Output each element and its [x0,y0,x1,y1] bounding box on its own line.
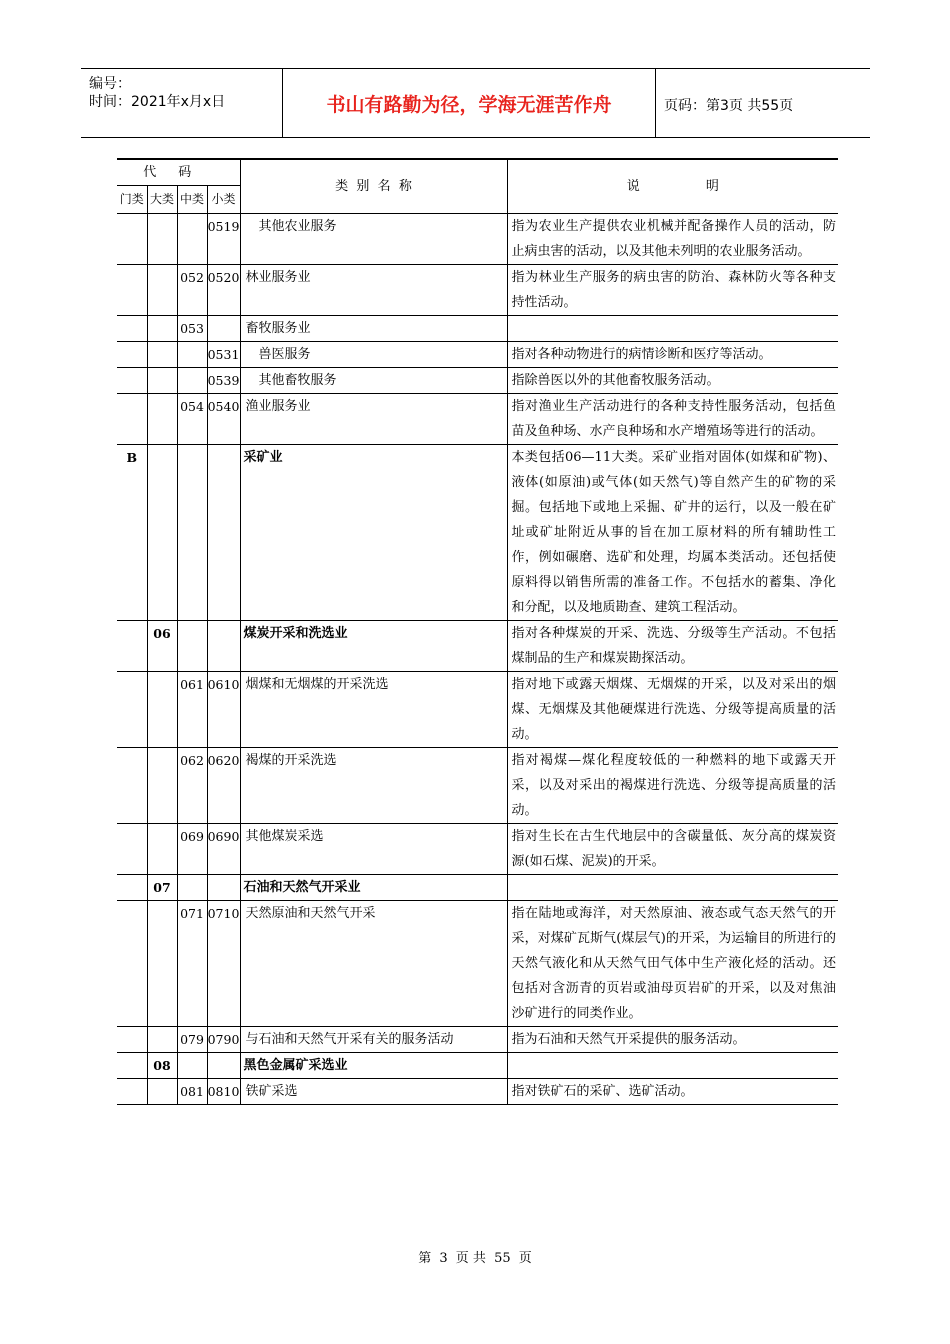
code-zhong [177,445,207,621]
code-zhong: 052 [177,265,207,316]
code-zhong: 054 [177,394,207,445]
code-da [147,672,177,748]
footer-mid: 页 共 [455,1251,486,1266]
code-xiao: 0531 [207,342,240,368]
code-men [117,316,147,342]
table-row [117,1079,838,1105]
category-name: 兽医服务 [240,342,507,368]
category-description: 指在陆地或海洋，对天然原油、液态或气态天然气的开采，对煤矿瓦斯气(煤层气)的开采，为运输目的所进行的天然气液化和从天然气田气体中生产液化烃的活动。还包括对含沥青的页岩或油母页岩矿的开采，以及对焦油沙矿进行的同类作业。 [507,901,838,1027]
code-men [117,875,147,901]
table-row [117,901,838,1027]
code-zhong [177,368,207,394]
code-men [117,1053,147,1079]
code-men [117,672,147,748]
table-row [117,316,838,342]
footer-post: 页 [518,1251,532,1266]
header-page-info: 页码：第3页 共55页 [664,98,794,114]
code-xiao: 0620 [207,748,240,824]
code-zhong: 053 [177,316,207,342]
category-name: 采矿业 [240,445,507,621]
table-row [117,875,838,901]
code-da [147,214,177,265]
sub-header-men: 门类 [117,186,147,214]
code-men [117,342,147,368]
table-row [117,1027,838,1053]
code-xiao: 0690 [207,824,240,875]
category-name: 铁矿采选 [240,1079,507,1105]
category-name: 其他煤炭采选 [240,824,507,875]
category-name: 石油和天然气开采业 [240,875,507,901]
code-da [147,824,177,875]
category-description: 指对渔业生产活动进行的各种支持性服务活动，包括鱼苗及鱼种场、水产良种场和水产增殖场等进行的活动。 [507,394,838,445]
number-label: 编号： [89,76,131,92]
table-row [117,672,838,748]
footer-total: 55 [494,1251,511,1266]
category-name: 渔业服务业 [240,394,507,445]
code-men [117,1027,147,1053]
sub-header-da: 大类 [147,186,177,214]
code-xiao: 0539 [207,368,240,394]
code-zhong: 062 [177,748,207,824]
code-xiao: 0610 [207,672,240,748]
code-xiao [207,445,240,621]
page-footer [0,1247,950,1266]
code-da [147,1027,177,1053]
category-description [507,1053,838,1079]
table-row [117,368,838,394]
code-xiao: 0710 [207,901,240,1027]
code-men [117,394,147,445]
table-row [117,265,838,316]
code-zhong [177,621,207,672]
code-zhong: 079 [177,1027,207,1053]
code-men [117,901,147,1027]
table-row [117,342,838,368]
time-label: 时间：2021年x月x日 [89,94,226,110]
category-description: 指为林业生产服务的病虫害的防治、森林防火等各种支持性活动。 [507,265,838,316]
table-row [117,214,838,265]
code-zhong: 061 [177,672,207,748]
category-description [507,316,838,342]
table-row [117,621,838,672]
category-description: 指为石油和天然气开采提供的服务活动。 [507,1027,838,1053]
table-row [117,748,838,824]
code-zhong: 071 [177,901,207,1027]
page-header [81,68,870,138]
name-header: 类 别 名 称 [240,159,507,214]
sub-header-zhong: 中类 [177,186,207,214]
code-xiao [207,621,240,672]
category-name: 煤炭开采和洗选业 [240,621,507,672]
code-da [147,445,177,621]
code-zhong [177,342,207,368]
category-description: 指对生长在古生代地层中的含碳量低、灰分高的煤炭资源(如石煤、泥炭)的开采。 [507,824,838,875]
table-row [117,824,838,875]
category-name: 与石油和天然气开采有关的服务活动 [240,1027,507,1053]
category-description [507,875,838,901]
code-da [147,1079,177,1105]
code-xiao: 0519 [207,214,240,265]
code-da [147,368,177,394]
desc-header: 说 明 [507,159,838,214]
code-xiao: 0810 [207,1079,240,1105]
footer-page: 3 [439,1251,448,1266]
table-row [117,445,838,621]
table-row [117,1053,838,1079]
category-description: 指为农业生产提供农业机械并配备操作人员的活动，防止病虫害的活动，以及其他未列明的农业服务活动。 [507,214,838,265]
code-da [147,265,177,316]
category-name: 其他畜牧服务 [240,368,507,394]
code-xiao [207,1053,240,1079]
code-zhong [177,1053,207,1079]
code-xiao: 0540 [207,394,240,445]
category-description: 指对地下或露天烟煤、无烟煤的开采，以及对采出的烟煤、无烟煤及其他硬煤进行洗选、分级等提高质量的活动。 [507,672,838,748]
category-name: 褐煤的开采洗选 [240,748,507,824]
category-description: 本类包括06—11大类。采矿业指对固体(如煤和矿物)、液体(如原油)或气体(如天然气)等自然产生的矿物的采掘。包括地下或地上采掘、矿井的运行，以及一般在矿址或矿址附近从事的旨在加工原材料的所有辅助性工作，例如碾磨、选矿和处理，均属本类活动。还包括使原料得以销售所需的准备工作。不包括水的蓄集、净化和分配，以及地质勘查、建筑工程活动。 [507,445,838,621]
table-row [117,394,838,445]
code-da [147,748,177,824]
code-da: 08 [147,1053,177,1079]
header-motto: 书山有路勤为径，学海无涯苦作舟 [283,69,656,137]
category-description: 指除兽医以外的其他畜牧服务活动。 [507,368,838,394]
code-xiao [207,316,240,342]
code-zhong [177,214,207,265]
code-xiao [207,875,240,901]
code-men [117,621,147,672]
code-zhong: 069 [177,824,207,875]
code-men [117,214,147,265]
code-header: 代码 [117,159,240,186]
category-name: 畜牧服务业 [240,316,507,342]
category-name: 天然原油和天然气开采 [240,901,507,1027]
code-men [117,1079,147,1105]
category-name: 烟煤和无烟煤的开采洗选 [240,672,507,748]
category-description: 指对铁矿石的采矿、选矿活动。 [507,1079,838,1105]
sub-header-xiao: 小类 [207,186,240,214]
header-meta [81,69,283,137]
code-zhong [177,875,207,901]
table-header-row-1 [117,159,838,186]
category-description: 指对褐煤—煤化程度较低的一种燃料的地下或露天开采，以及对采出的褐煤进行洗选、分级等提高质量的活动。 [507,748,838,824]
code-xiao: 0790 [207,1027,240,1053]
code-xiao: 0520 [207,265,240,316]
code-da [147,342,177,368]
code-da: 07 [147,875,177,901]
code-da [147,316,177,342]
footer-pre: 第 [418,1251,432,1266]
code-da [147,901,177,1027]
industry-classification-table [117,158,838,1105]
code-men: B [117,445,147,621]
code-da: 06 [147,621,177,672]
category-name: 黑色金属矿采选业 [240,1053,507,1079]
code-men [117,748,147,824]
category-description: 指对各种煤炭的开采、洗选、分级等生产活动。不包括煤制品的生产和煤炭勘探活动。 [507,621,838,672]
code-men [117,368,147,394]
category-name: 其他农业服务 [240,214,507,265]
code-men [117,265,147,316]
category-description: 指对各种动物进行的病情诊断和医疗等活动。 [507,342,838,368]
code-men [117,824,147,875]
code-zhong: 081 [177,1079,207,1105]
category-name: 林业服务业 [240,265,507,316]
code-da [147,394,177,445]
